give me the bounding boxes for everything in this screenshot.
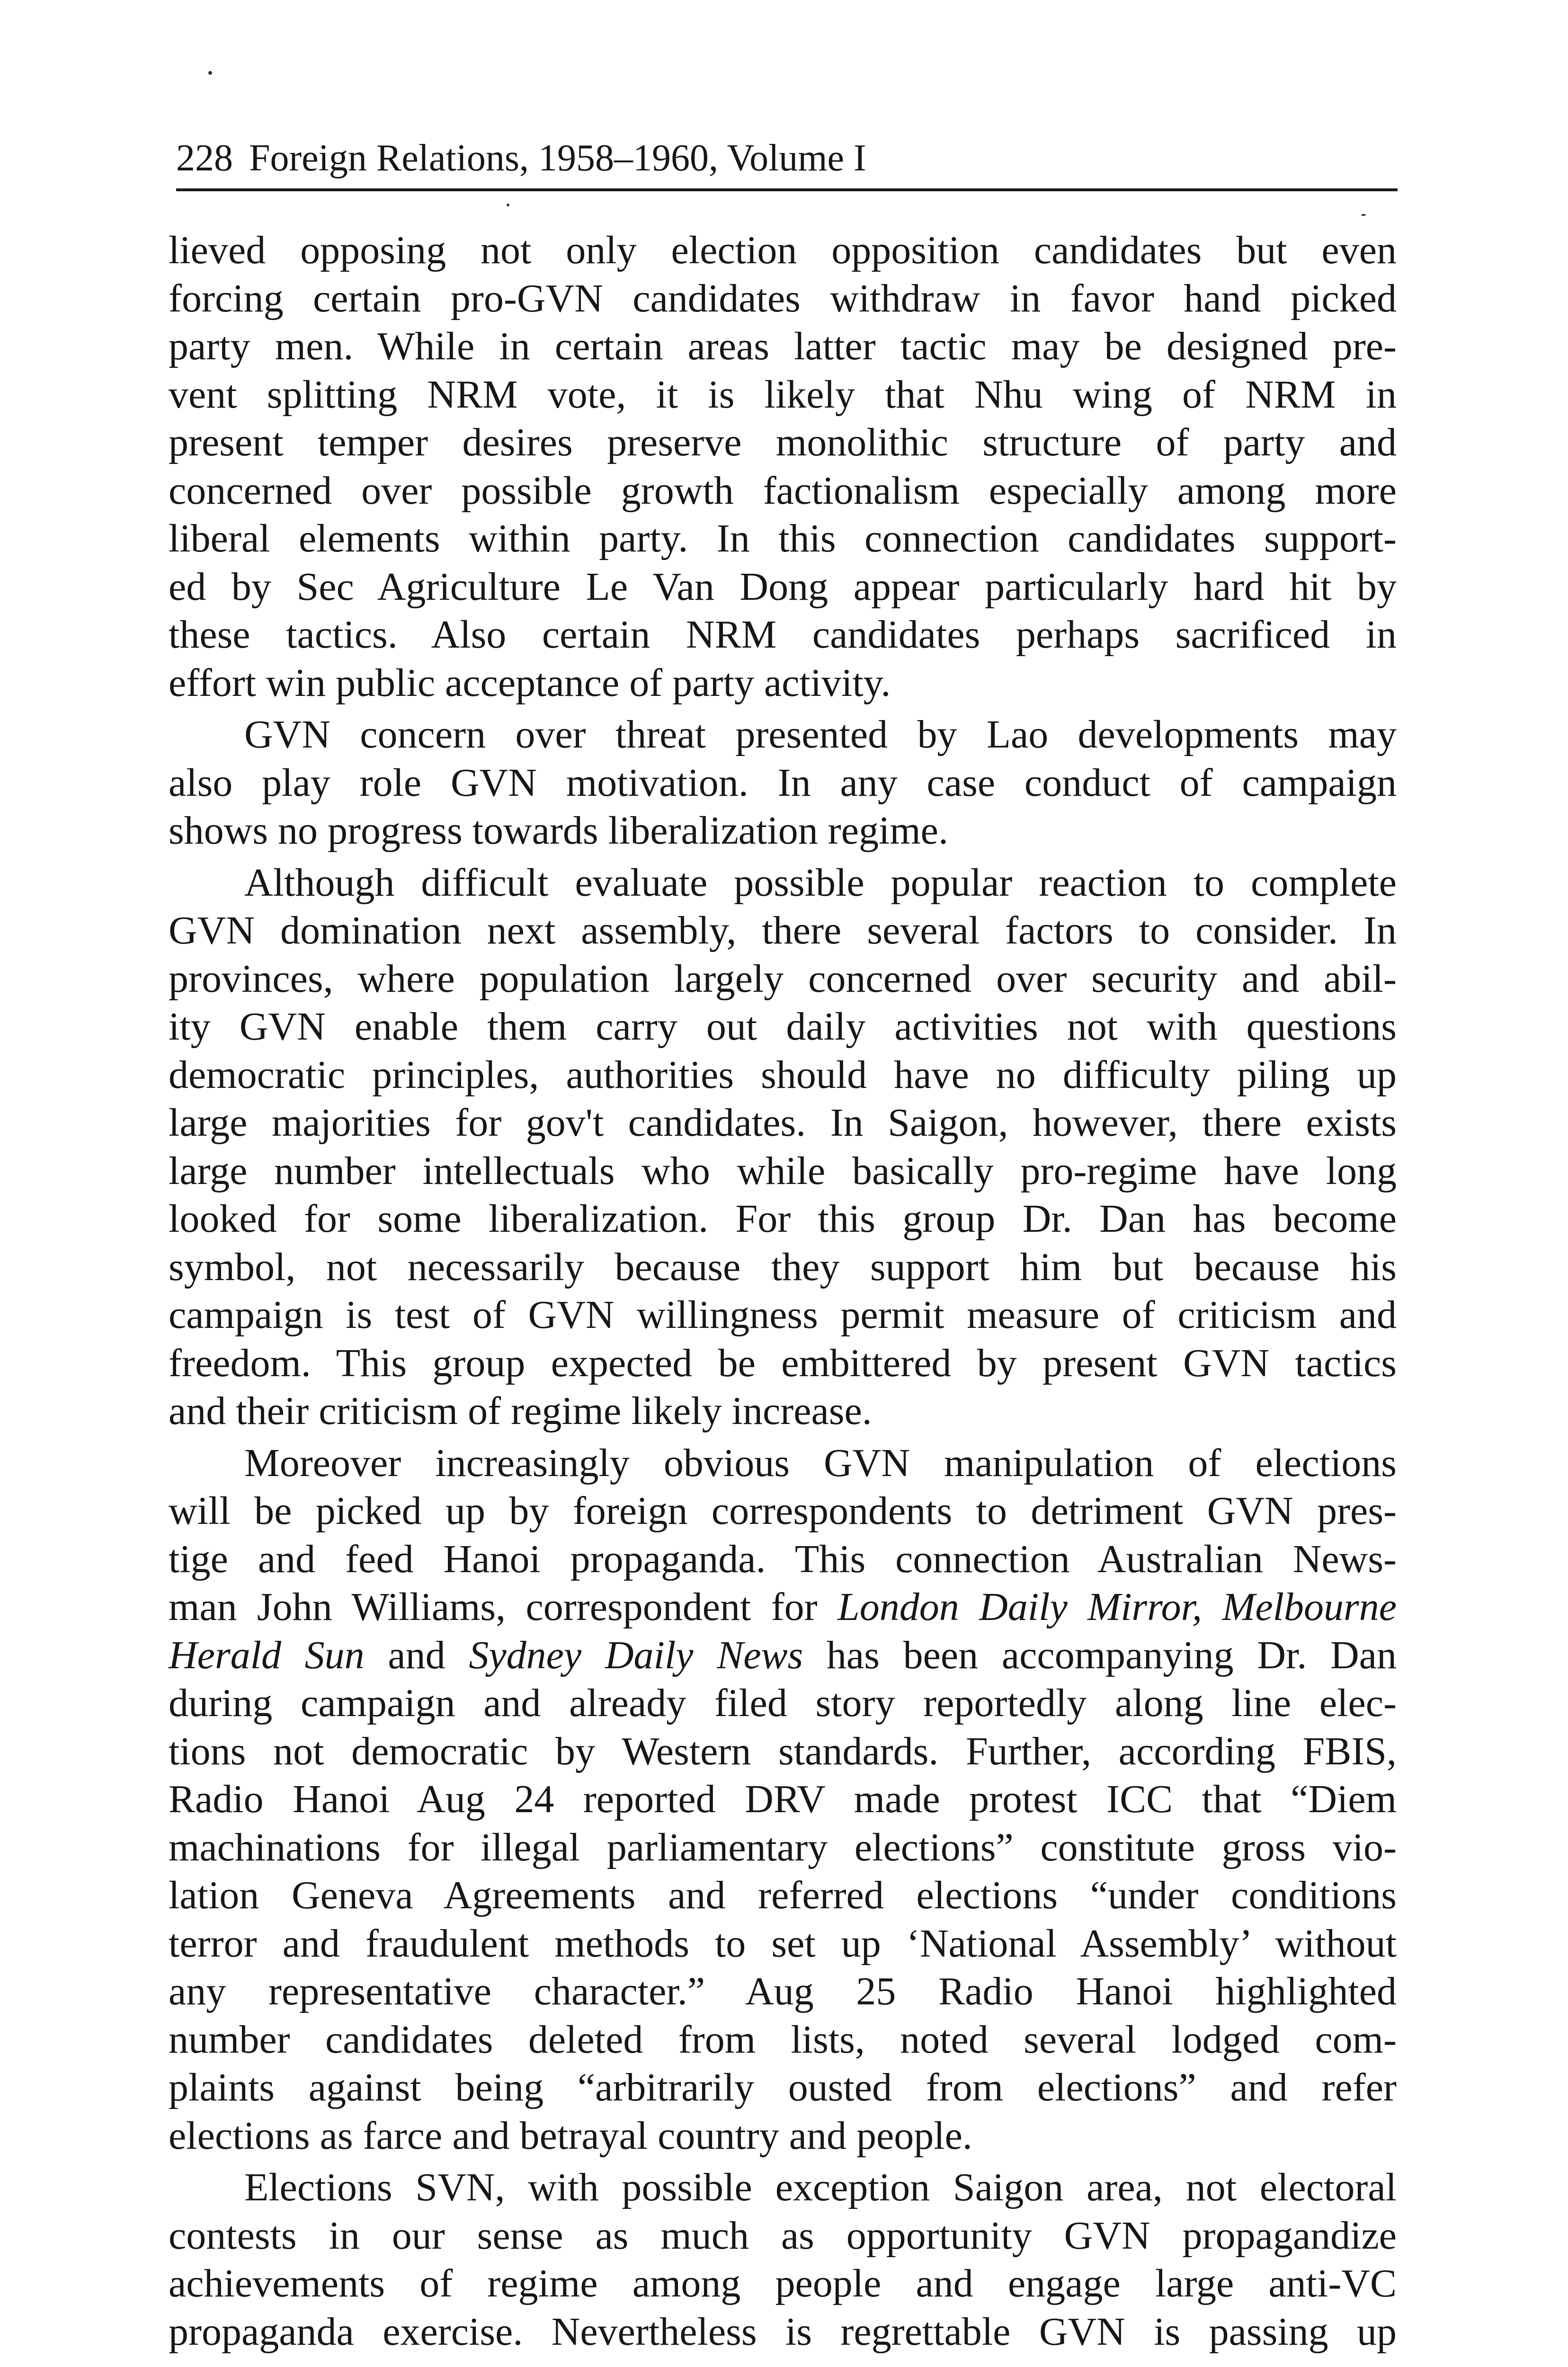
- paragraph: [169, 859, 1397, 1435]
- scan-speck: [1361, 214, 1366, 216]
- paragraph: [169, 1439, 1397, 2160]
- text-line: achievements of regime among people and engage large anti-VC: [169, 2261, 1397, 2305]
- text-line: these tactics. Also certain NRM candidates perhaps sacrificed in: [169, 613, 1397, 657]
- text-line: GVN concern over threat presented by Lao developments may: [244, 712, 1397, 756]
- page-number: 228: [176, 137, 233, 179]
- text-line: man John Williams, correspondent for London Daily Mirror, Melbourne: [169, 1585, 1397, 1629]
- text-line: concerned over possible growth factionalism especially among more: [169, 468, 1397, 513]
- text-line: Radio Hanoi Aug 24 reported DRV made protest ICC that “Diem: [169, 1777, 1397, 1821]
- text-line: Herald Sun and Sydney Daily News has been accompanying Dr. Dan: [169, 1633, 1397, 1677]
- paragraph: [169, 2163, 1397, 2356]
- text-line: present temper desires preserve monolithic structure of party and: [169, 420, 1397, 464]
- text-line: propaganda exercise. Nevertheless is regrettable GVN is passing up: [169, 2309, 1397, 2354]
- text-line: symbol, not necessarily because they support him but because his: [169, 1245, 1397, 1289]
- text-line: liberal elements within party. In this connection candidates support-: [169, 516, 1397, 561]
- scan-speck: [208, 71, 212, 75]
- text-line: plaints against being “arbitrarily ousted from elections” and refer: [169, 2065, 1397, 2109]
- text-line: tions not democratic by Western standards. Further, according FBIS,: [169, 1729, 1397, 1773]
- paragraph: [169, 226, 1397, 707]
- text-line: and their criticism of regime likely increase.: [169, 1389, 872, 1433]
- text-line: large majorities for gov't candidates. In Saigon, however, there exists: [169, 1101, 1397, 1145]
- text-line: during campaign and already filed story reportedly along line elec-: [169, 1681, 1397, 1725]
- text-line: campaign is test of GVN willingness permit measure of criticism and: [169, 1293, 1397, 1337]
- header-rule: [176, 188, 1398, 191]
- text-line: elections as farce and betrayal country and people.: [169, 2113, 972, 2158]
- text-line: number candidates deleted from lists, noted several lodged com-: [169, 2017, 1397, 2062]
- text-line: forcing certain pro-GVN candidates withdraw in favor hand picked: [169, 276, 1397, 320]
- text-line: effort win public acceptance of party activity.: [169, 660, 891, 705]
- text-line: machinations for illegal parliamentary elections” constitute gross vio-: [169, 1825, 1397, 1869]
- text-line: GVN domination next assembly, there several factors to consider. In: [169, 908, 1397, 952]
- text-line: terror and fraudulent methods to set up ‘National Assembly’ without: [169, 1921, 1397, 1966]
- text-line: ity GVN enable them carry out daily activities not with questions: [169, 1005, 1397, 1049]
- text-line: democratic principles, authorities should have no difficulty piling up: [169, 1052, 1397, 1097]
- text-line: Although difficult evaluate possible popular reaction to complete: [244, 860, 1397, 905]
- text-line: Elections SVN, with possible exception Saigon area, not electoral: [244, 2165, 1397, 2209]
- text-line: provinces, where population largely concerned over security and abil-: [169, 956, 1397, 1001]
- text-line: lation Geneva Agreements and referred elections “under conditions: [169, 1873, 1397, 1917]
- text-line: freedom. This group expected be embittered by present GVN tactics: [169, 1341, 1397, 1385]
- text-line: ed by Sec Agriculture Le Van Dong appear particularly hard hit by: [169, 564, 1397, 609]
- text-line: lieved opposing not only election opposition candidates but even: [169, 228, 1397, 272]
- body-text: [169, 226, 1397, 2359]
- text-line: will be picked up by foreign correspondents to detriment GVN pres-: [169, 1489, 1397, 1533]
- running-head: [176, 134, 1398, 182]
- paragraph: [169, 711, 1397, 855]
- text-line: large number intellectuals who while basically pro-regime have long: [169, 1148, 1397, 1193]
- book-title: Foreign Relations, 1958–1960, Volume I: [249, 137, 866, 179]
- text-line: any representative character.” Aug 25 Radio Hanoi highlighted: [169, 1969, 1397, 2013]
- text-line: party men. While in certain areas latter tactic may be designed pre-: [169, 324, 1397, 368]
- text-line: shows no progress towards liberalization regime.: [169, 809, 948, 853]
- text-line: vent splitting NRM vote, it is likely that Nhu wing of NRM in: [169, 372, 1397, 417]
- text-line: also play role GVN motivation. In any case conduct of campaign: [169, 760, 1397, 805]
- text-line: contests in our sense as much as opportunity GVN propagandize: [169, 2213, 1397, 2258]
- text-line: looked for some liberalization. For this group Dr. Dan has become: [169, 1197, 1397, 1241]
- scan-speck: [507, 204, 509, 206]
- text-line: Moreover increasingly obvious GVN manipulation of elections: [244, 1441, 1397, 1485]
- text-line: tige and feed Hanoi propaganda. This connection Australian News-: [169, 1537, 1397, 1581]
